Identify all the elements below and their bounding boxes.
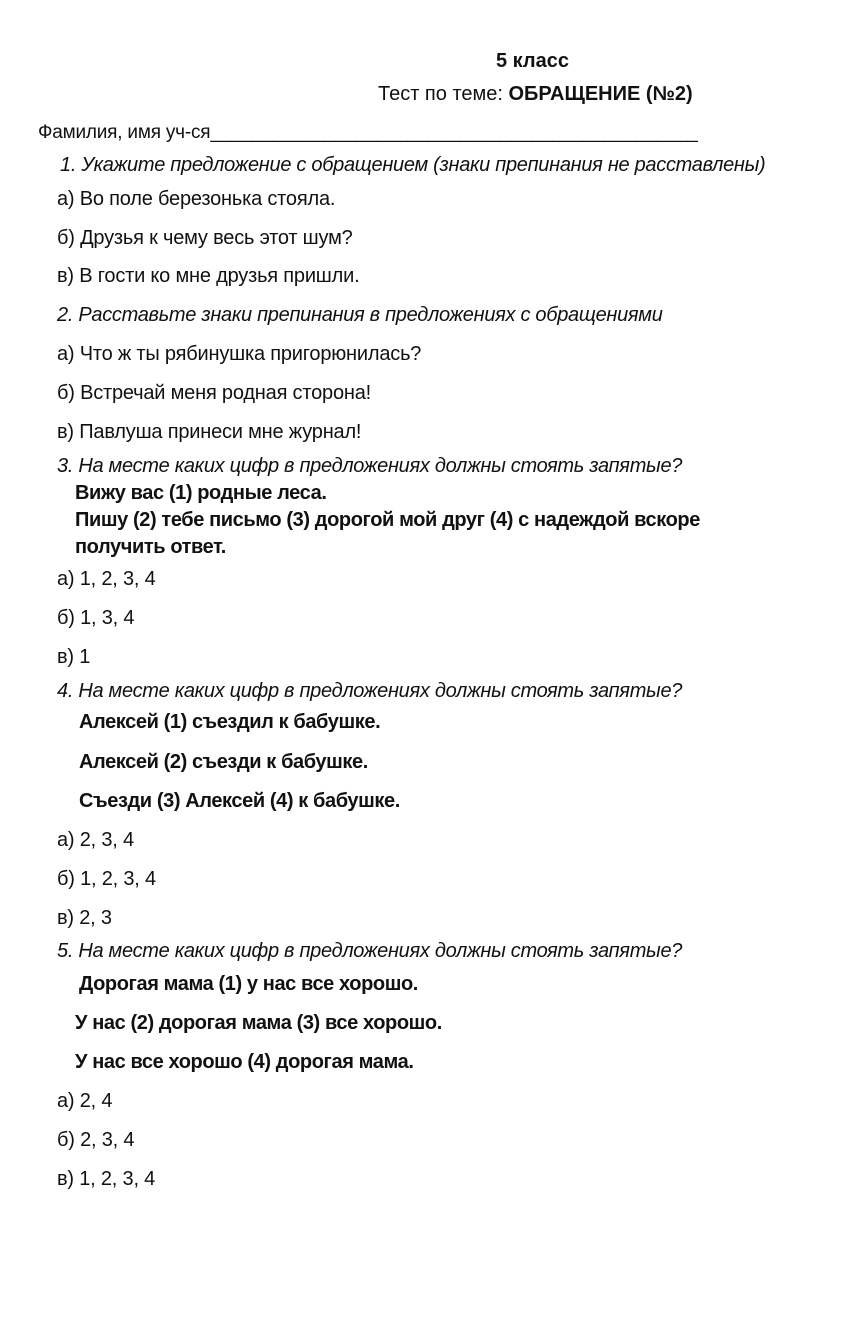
question-2-prompt: 2. Расставьте знаки препинания в предложениях с обращениями (57, 304, 663, 326)
question-3-option-c[interactable]: в) 1 (57, 646, 91, 668)
question-3-sentence-2: Пишу (2) тебе письмо (3) дорогой мой друг (4) с надеждой вскоре (75, 509, 700, 531)
question-3-sentence-1: Вижу вас (1) родные леса. (75, 482, 327, 504)
question-5-prompt: 5. На месте каких цифр в предложениях должны стоять запятые? (57, 940, 683, 962)
question-4-sentence-2: Алексей (2) съезди к бабушке. (79, 751, 368, 773)
question-5-sentence-1: Дорогая мама (1) у нас все хорошо. (79, 973, 418, 995)
question-2-option-c[interactable]: в) Павлуша принеси мне журнал! (57, 421, 362, 443)
student-name-line (38, 123, 698, 142)
question-5-option-b[interactable]: б) 2, 3, 4 (57, 1129, 135, 1151)
question-1-option-a[interactable]: а) Во поле березонька стояла. (57, 188, 336, 210)
question-1-option-c[interactable]: в) В гости ко мне друзья пришли. (57, 265, 360, 287)
question-4-option-c[interactable]: в) 2, 3 (57, 907, 112, 929)
question-4-option-a[interactable]: а) 2, 3, 4 (57, 829, 134, 851)
question-3-option-b[interactable]: б) 1, 3, 4 (57, 607, 135, 629)
question-4-option-b[interactable]: б) 1, 2, 3, 4 (57, 868, 156, 890)
question-1-prompt: 1. Укажите предложение с обращением (знаки препинания не расставлены) (60, 154, 766, 176)
topic-prefix: Тест по теме: (378, 83, 509, 105)
student-name-label: Фамилия, имя уч-ся (38, 122, 211, 143)
question-3-option-a[interactable]: а) 1, 2, 3, 4 (57, 568, 156, 590)
question-2-option-b[interactable]: б) Встречай меня родная сторона! (57, 382, 371, 404)
test-topic (378, 84, 693, 104)
question-4-sentence-1: Алексей (1) съездил к бабушке. (79, 711, 381, 733)
topic-title: ОБРАЩЕНИЕ (№2) (508, 83, 693, 105)
question-4-sentence-3: Съезди (3) Алексей (4) к бабушке. (79, 790, 400, 812)
question-1-option-b[interactable]: б) Друзья к чему весь этот шум? (57, 227, 353, 249)
student-name-blank[interactable]: _______________________________________________ (210, 122, 698, 143)
question-5-option-a[interactable]: а) 2, 4 (57, 1090, 113, 1112)
question-5-sentence-2: У нас (2) дорогая мама (3) все хорошо. (75, 1012, 442, 1034)
question-2-option-a[interactable]: а) Что ж ты рябинушка пригорюнилась? (57, 343, 422, 365)
question-3-prompt: 3. На месте каких цифр в предложениях должны стоять запятые? (57, 455, 683, 477)
grade-heading: 5 класс (496, 50, 570, 72)
question-4-prompt: 4. На месте каких цифр в предложениях должны стоять запятые? (57, 680, 683, 702)
question-5-option-c[interactable]: в) 1, 2, 3, 4 (57, 1168, 156, 1190)
question-5-sentence-3: У нас все хорошо (4) дорогая мама. (75, 1051, 414, 1073)
question-3-sentence-2-continued: получить ответ. (75, 536, 226, 558)
